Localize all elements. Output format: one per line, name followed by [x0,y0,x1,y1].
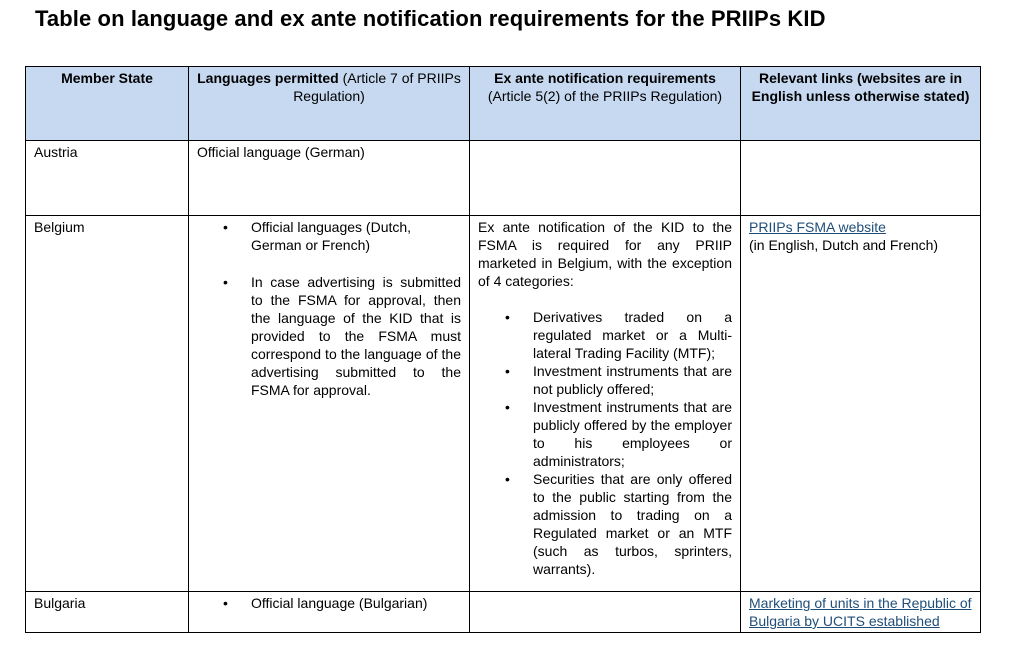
header-ex-ante-notification: Ex ante notification requirements (Article 5(2) of the PRIIPs Regulation) [470,67,741,141]
cell-state-belgium: Belgium [26,216,189,592]
bulgaria-marketing-link[interactable]: Marketing of units in the Republic of Bulgaria by UCITS established [749,595,972,629]
header-languages-permitted: Languages permitted (Article 7 of PRIIPs Regulation) [189,67,470,141]
list-item: • Securities that are only offered to the public starting from the admission to trading on a Regulated market or an MTF (such as turbos, sprinters, warrants). [533,470,732,578]
fsma-website-link[interactable]: PRIIPs FSMA website [749,219,886,235]
belgium-exception-list [478,308,732,578]
document-title: Table on language and ex ante notification requirements for the PRIIPs KID [35,6,826,31]
cell-links-austria [741,141,981,216]
cell-links-bulgaria [741,592,981,633]
list-item: • Derivatives traded on a regulated market or a Multi-lateral Trading Facility (MTF); [533,308,732,362]
list-item: • Official language (Bulgarian) [251,594,461,612]
cell-links-belgium [741,216,981,592]
link-language-note: (in English, Dutch and French) [749,237,939,253]
requirements-table [25,66,981,633]
belgium-notification-intro: Ex ante notification of the KID to the FSMA is required for any PRIIP marketed in Belgium, with the exception of 4 categories: [478,219,732,289]
belgium-language-list [197,218,461,399]
header-member-state: Member State [26,67,189,141]
header-relevant-links: Relevant links (websites are in English unless otherwise stated) [741,67,981,141]
cell-state-austria: Austria [26,141,189,216]
table-row-bulgaria [26,592,981,633]
list-item: • Investment instruments that are publicly offered by the employer to his employees or administrators; [533,398,732,470]
cell-language-bulgaria [189,592,470,633]
table-row-belgium [26,216,981,592]
bulgaria-language-list [197,594,461,612]
header-row [26,67,981,141]
list-item: • Investment instruments that are not publicly offered; [533,362,732,398]
list-item: • In case advertising is submitted to the FSMA for approval, then the language of the KID that is provided to the FSMA must correspond to the language of the advertising submitted to the FSMA for approval. [251,273,461,399]
list-item: • Official languages (Dutch, German or French) [251,218,461,254]
cell-state-bulgaria: Bulgaria [26,592,189,633]
cell-notification-austria [470,141,741,216]
cell-language-belgium [189,216,470,592]
table-row-austria [26,141,981,216]
cell-notification-bulgaria [470,592,741,633]
cell-notification-belgium [470,216,741,592]
cell-language-austria: Official language (German) [189,141,470,216]
